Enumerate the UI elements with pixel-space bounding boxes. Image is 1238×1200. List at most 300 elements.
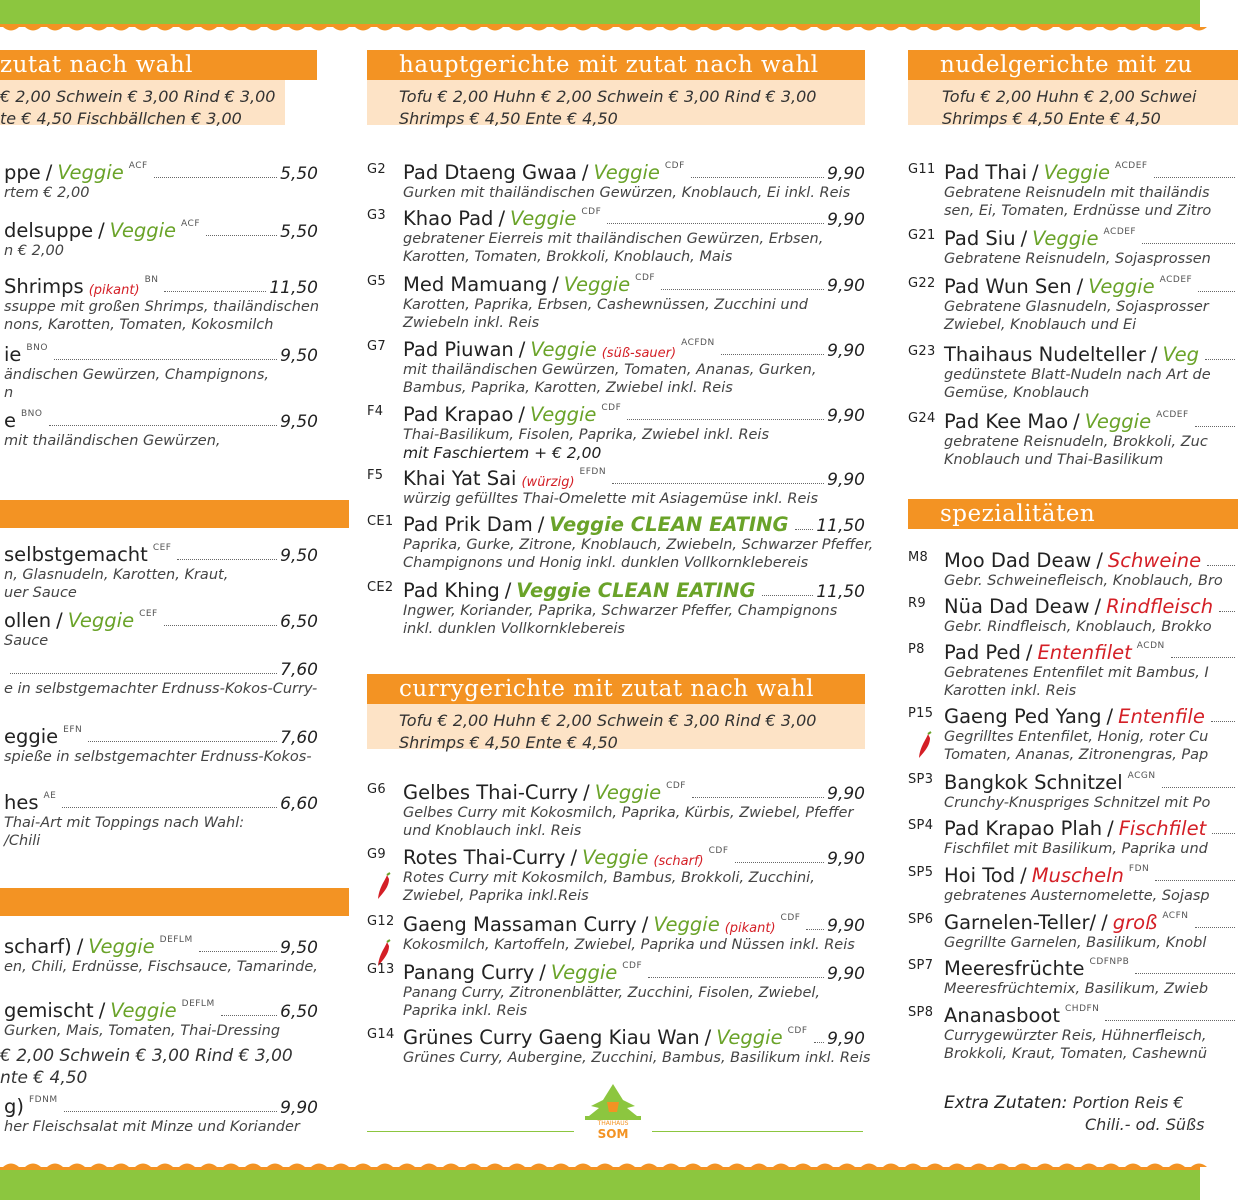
item-slash: / <box>518 403 525 426</box>
chili-icon <box>375 873 395 901</box>
item-allergens: ACF <box>181 219 200 229</box>
item-allergens: AE <box>43 791 57 801</box>
item-allergens: BNO <box>26 343 48 353</box>
item-slash: / <box>98 999 106 1022</box>
item-name: Pad Krapao Plah <box>944 817 1103 840</box>
item-allergens: FDN <box>1128 864 1150 874</box>
extra-ingredients <box>944 1093 1184 1113</box>
ornament-scallop <box>47 1164 63 1168</box>
item-code: SP8 <box>908 1005 934 1020</box>
item-allergens: CDFNPB <box>1089 957 1130 967</box>
chili-icon <box>916 732 936 760</box>
item-allergens: DEFLM <box>181 999 215 1009</box>
ornament-scallop <box>1103 27 1119 31</box>
item-name: Pad Siu <box>944 227 1016 250</box>
ornament-scallop <box>333 1164 349 1168</box>
ornament-scallop <box>311 1164 327 1168</box>
item-spice-tag: (pikant) <box>88 283 140 298</box>
ornament-scallop <box>333 27 349 31</box>
item-name: Gaeng Ped Yang <box>944 705 1102 728</box>
ornament-scallop <box>377 27 393 31</box>
item-leader-dots <box>612 483 824 484</box>
item-name: Pad Krapao <box>403 403 514 426</box>
item-veggie-option: Veggie <box>582 846 649 869</box>
item-description: spieße in selbstgemachter Erdnuss-Kokos- <box>4 749 312 765</box>
ornament-scallop <box>707 27 723 31</box>
ornament-scallop <box>399 27 415 31</box>
item-allergens: BN <box>144 275 159 285</box>
menu-column-right <box>908 50 1238 1160</box>
item-allergens: CDF <box>635 273 656 283</box>
item-slash: / <box>552 273 559 296</box>
item-code: G6 <box>367 782 386 797</box>
ornament-scallop <box>179 1164 195 1168</box>
item-allergens: ACF <box>128 161 148 171</box>
item-price: 9,50 <box>280 938 318 958</box>
item-price: 9,90 <box>827 276 865 296</box>
ornament-scallop <box>883 27 899 31</box>
item-slash: / <box>45 161 53 184</box>
item-slash: / <box>1073 410 1080 433</box>
ornament-scallop <box>179 27 195 31</box>
item-title-line <box>944 272 1238 298</box>
item-allergens: CDF <box>780 913 801 923</box>
item-description-2: Zwiebeln inkl. Reis <box>403 315 540 331</box>
item-slash: / <box>56 609 63 632</box>
footer-line-right <box>652 1131 863 1132</box>
ornament-scallop <box>113 27 129 31</box>
item-name: Shrimps <box>4 275 84 298</box>
item-title-line <box>944 702 1238 728</box>
item-description: Thai-Art mit Toppings nach Wahl: <box>4 815 245 831</box>
section-options-curry <box>367 704 865 752</box>
item-name: Ananasboot <box>944 1004 1061 1027</box>
item-leader-dots <box>1198 291 1235 292</box>
item-title-line <box>4 340 318 366</box>
item-price: 9,90 <box>827 341 865 361</box>
item-veggie-option: Veggie <box>653 913 720 936</box>
item-description: Gurken, Mais, Tomaten, Thai-Dressing <box>4 1023 281 1039</box>
item-description-2: Zwiebel, Paprika inkl.Reis <box>403 888 589 904</box>
item-title-line <box>403 400 865 426</box>
item-veggie-option: Veggie <box>530 338 597 361</box>
item-title-line <box>4 722 318 748</box>
top-green-band <box>0 0 1200 24</box>
item-title-line <box>4 606 318 632</box>
ornament-scallop <box>597 1164 613 1168</box>
ornament-scallop <box>971 1164 987 1168</box>
item-slash: / <box>1094 595 1102 618</box>
item-veggie-option: Veggie <box>510 207 577 230</box>
item-leader-dots <box>795 529 814 530</box>
ornament-scallop <box>157 27 173 31</box>
item-veggie-option: Veggie <box>550 961 618 984</box>
item-slash: / <box>1106 705 1114 728</box>
item-price: 9,50 <box>280 346 318 366</box>
item-veggie-option: Veggie <box>109 219 177 242</box>
item-allergens: CHDFN <box>1065 1004 1100 1014</box>
item-name: Moo Dad Deaw <box>944 549 1092 572</box>
extra-ingredients-text-2: Chili.- od. Süßs <box>1085 1115 1205 1134</box>
ornament-scallop <box>25 27 41 31</box>
item-allergens: DEFLM <box>159 935 193 945</box>
item-leader-dots <box>735 862 825 863</box>
item-price: 9,90 <box>280 1098 318 1118</box>
item-spice-tag: (pikant) <box>724 921 776 936</box>
item-description: Gebr. Schweinefleisch, Knoblauch, Bro <box>944 573 1223 589</box>
item-description: n € 2,00 <box>4 243 64 259</box>
ornament-scallop <box>839 1164 855 1168</box>
item-name: Thaihaus Nudelteller <box>944 343 1146 366</box>
ornament-scallop <box>663 27 679 31</box>
item-price: 6,50 <box>280 612 318 632</box>
item-title-line <box>4 654 318 680</box>
item-name: Med Mamuang <box>403 273 548 296</box>
item-leader-dots <box>54 359 277 360</box>
ornament-scallop <box>685 1164 701 1168</box>
item-title-line <box>403 843 865 869</box>
options-line-2: Shrimps € 4,50 Ente € 4,50 <box>399 733 618 752</box>
ornament-scallop <box>531 1164 547 1168</box>
section-title: zutat nach wahl <box>0 52 194 78</box>
item-title-line <box>4 996 318 1022</box>
item-description: Gegrilltes Entenfilet, Honig, roter Cu <box>944 729 1209 745</box>
logo-text-top: THAIHAUS <box>597 1120 629 1127</box>
item-leader-dots <box>1135 973 1235 974</box>
item-title-line <box>944 340 1238 366</box>
item-allergens: ACDEF <box>1156 410 1189 420</box>
item-slash: / <box>570 846 578 869</box>
item-name: ppe <box>4 161 41 184</box>
item-slash: / <box>498 207 506 230</box>
item-description: Gebratenes Entenfilet mit Bambus, I <box>944 665 1209 681</box>
item-description: Sauce <box>4 633 49 649</box>
item-title-line <box>403 158 865 184</box>
item-name: Khai Yat Sai <box>403 467 517 490</box>
item-title-line <box>944 158 1238 184</box>
ornament-scallop <box>1147 1164 1163 1168</box>
ornament-scallop <box>509 27 525 31</box>
ornament-scallop <box>619 27 635 31</box>
ornament-scallop <box>1125 27 1141 31</box>
item-description: en, Chili, Erdnüsse, Fischsauce, Tamarinde, <box>4 959 318 975</box>
item-title-line <box>403 1023 865 1049</box>
item-leader-dots <box>1211 721 1235 722</box>
item-name: ie <box>4 343 22 366</box>
ornament-scallop <box>223 27 239 31</box>
item-description: Paprika, Gurke, Zitrone, Knoblauch, Zwiebeln, Schwarzer Pfeffer, <box>403 537 874 553</box>
item-slash: / <box>98 219 105 242</box>
item-leader-dots <box>199 951 277 952</box>
item-description-2: Tomaten, Ananas, Zitronengras, Pap <box>944 747 1209 763</box>
item-leader-dots <box>88 741 277 742</box>
section-header-main <box>367 50 865 80</box>
item-description: gebratene Reisnudeln, Brokkoli, Zuc <box>944 434 1208 450</box>
item-allergens: FDNM <box>29 1095 58 1105</box>
item-allergens: ACDN <box>1136 641 1165 651</box>
item-code: F4 <box>367 404 384 419</box>
item-leader-dots <box>648 977 824 978</box>
item-leader-dots <box>164 291 266 292</box>
item-meat-option: groß <box>1112 911 1158 934</box>
section-options-main <box>367 80 865 128</box>
ornament-scallop <box>751 27 767 31</box>
item-title-line <box>944 861 1238 887</box>
item-slash: / <box>1025 641 1033 664</box>
item-leader-dots <box>607 223 824 224</box>
ornament-scallop <box>223 1164 239 1168</box>
item-description: ändischen Gewürzen, Champignons, <box>4 367 270 383</box>
item-description: Ingwer, Koriander, Paprika, Schwarzer Pfeffer, Champignons <box>403 603 838 619</box>
ornament-scallop <box>795 1164 811 1168</box>
item-price: 9,90 <box>827 849 865 869</box>
ornament-scallop <box>487 1164 503 1168</box>
item-name: Pad Khing <box>403 579 500 602</box>
item-leader-dots <box>762 595 814 596</box>
item-description-2: Zwiebel, Knoblauch und Ei <box>944 317 1137 333</box>
item-code: G22 <box>908 276 936 291</box>
item-allergens: CDF <box>708 846 729 856</box>
item-veggie-option: Veggie CLEAN EATING <box>549 513 789 536</box>
item-price: 11,50 <box>816 582 865 602</box>
item-name: Meeresfrüchte <box>944 957 1085 980</box>
item-slash: / <box>1107 817 1114 840</box>
item-leader-dots <box>1171 657 1235 658</box>
item-slash: / <box>1076 275 1084 298</box>
item-slash: / <box>537 513 545 536</box>
ornament-scallop <box>619 1164 635 1168</box>
item-title-line <box>4 272 318 298</box>
ornament-scallop <box>729 1164 745 1168</box>
section-options-noodles <box>908 80 1238 128</box>
item-spice-tag: (würzig) <box>521 475 575 490</box>
item-spice-tag: (scharf) <box>653 854 704 869</box>
item-description: e in selbstgemachter Erdnuss-Kokos-Curry- <box>4 681 318 697</box>
item-price: 9,90 <box>827 916 865 936</box>
ornament-scallop <box>795 27 811 31</box>
item-price: 9,90 <box>827 964 865 984</box>
item-leader-dots <box>692 797 824 798</box>
item-code: P15 <box>908 706 934 721</box>
item-description: Meeresfrüchtemix, Basilikum, Zwieb <box>944 981 1209 997</box>
item-allergens: ACDEF <box>1115 161 1148 171</box>
item-slash: / <box>539 961 546 984</box>
ornament-scallop <box>861 27 877 31</box>
ornament-scallop <box>377 1164 393 1168</box>
ornament-scallop <box>1125 1164 1141 1168</box>
item-leader-dots <box>1105 1020 1235 1021</box>
item-allergens: CDF <box>666 781 686 791</box>
item-name: e <box>4 409 16 432</box>
item-code: G12 <box>367 914 395 929</box>
item-title-line <box>4 158 318 184</box>
item-name: Nüa Dad Deaw <box>944 595 1090 618</box>
item-allergens: ACGN <box>1127 771 1156 781</box>
item-title-line <box>944 592 1238 618</box>
ornament-scallop <box>773 1164 789 1168</box>
item-title-line <box>4 788 318 814</box>
item-leader-dots <box>627 419 824 420</box>
bottom-green-band <box>0 1170 1200 1200</box>
item-title-line <box>4 216 318 242</box>
extra-ingredients-text: Portion Reis € <box>1072 1093 1184 1112</box>
ornament-scallop <box>1059 1164 1075 1168</box>
item-title-line <box>4 406 318 432</box>
item-leader-dots <box>1155 880 1235 881</box>
ornament-scallop <box>289 1164 305 1168</box>
item-leader-dots <box>1207 565 1235 566</box>
item-description: n, Glasnudeln, Karotten, Kraut, <box>4 567 229 583</box>
ornament-scallop <box>1015 1164 1031 1168</box>
item-allergens: BNO <box>21 409 43 419</box>
item-slash: / <box>581 161 589 184</box>
ornament-scallop <box>91 1164 107 1168</box>
ornament-scallop <box>1169 1164 1185 1168</box>
ornament-scallop <box>47 27 63 31</box>
item-code: G7 <box>367 339 386 354</box>
item-meat-option: Rindfleisch <box>1106 595 1214 618</box>
item-veggie-option: Veggie <box>594 781 662 804</box>
item-description-2: Bambus, Paprika, Karotten, Zwiebel inkl. Reis <box>403 380 733 396</box>
item-leader-dots <box>49 425 278 426</box>
thaihaus-som-logo <box>577 1082 649 1142</box>
item-name: ollen <box>4 609 52 632</box>
ornament-scallop <box>69 27 85 31</box>
ornament-scallop <box>839 27 855 31</box>
item-code: G2 <box>367 162 386 177</box>
ornament-scallop <box>421 27 437 31</box>
item-code: G24 <box>908 411 936 426</box>
ornament-scallop <box>1037 27 1053 31</box>
item-title-line <box>403 270 865 296</box>
item-description-2: nons, Karotten, Tomaten, Kokosmilch <box>4 317 274 333</box>
item-code: R9 <box>908 596 926 611</box>
ornament-scallop <box>1081 27 1097 31</box>
item-leader-dots <box>1142 243 1235 244</box>
item-leader-dots <box>1219 611 1235 612</box>
item-description: Grünes Curry, Aubergine, Zucchini, Bambus, Basilikum inkl. Reis <box>403 1050 871 1066</box>
item-description-2: /Chili <box>4 833 41 849</box>
ornament-scallop <box>1081 1164 1097 1168</box>
ornament-scallop <box>69 1164 85 1168</box>
item-meat-option: Fischfilet <box>1118 817 1207 840</box>
item-price: 6,60 <box>280 794 318 814</box>
ornament-scallop <box>1147 27 1163 31</box>
options-line-2: Shrimps € 4,50 Ente € 4,50 <box>942 109 1161 128</box>
ornament-scallop <box>707 1164 723 1168</box>
item-leader-dots <box>1195 426 1235 427</box>
ornament-scallop <box>641 27 657 31</box>
item-description: Fischfilet mit Basilikum, Paprika und <box>944 841 1208 857</box>
item-name: g) <box>4 1095 24 1118</box>
ornament-scallop <box>487 27 503 31</box>
menu-column-middle <box>367 50 874 1160</box>
item-veggie-option: Veggie <box>1032 227 1099 250</box>
item-veggie-option: Veggie <box>1088 275 1155 298</box>
item-leader-dots <box>814 1042 825 1043</box>
item-leader-dots <box>721 354 824 355</box>
item-leader-dots <box>62 807 277 808</box>
ornament-scallop <box>971 27 987 31</box>
ornament-scallop <box>201 1164 217 1168</box>
item-leader-dots <box>206 235 277 236</box>
item-name: Hoi Tod <box>944 864 1016 887</box>
ornament-scallop <box>135 1164 151 1168</box>
ornament-scallop <box>817 1164 833 1168</box>
section-header-3 <box>0 888 349 916</box>
logo-text-bottom: SOM <box>597 1127 629 1141</box>
section-title-specials: spezialitäten <box>940 501 1096 527</box>
ornament-scallop <box>267 27 283 31</box>
ornament-scallop <box>663 1164 679 1168</box>
ornament-scallop <box>245 1164 261 1168</box>
item-price: 7,60 <box>280 660 318 680</box>
item-price: 9,90 <box>827 784 865 804</box>
item-description-2: sen, Ei, Tomaten, Erdnüsse und Zitro <box>944 203 1212 219</box>
item-code: SP7 <box>908 958 934 973</box>
item-code: SP5 <box>908 865 934 880</box>
item-description: Thai-Basilikum, Fisolen, Paprika, Zwiebel inkl. Reis <box>403 427 770 443</box>
item-code: G11 <box>908 162 936 177</box>
item-veggie-option: Veggie <box>1084 410 1152 433</box>
item-slash: / <box>1032 161 1039 184</box>
item-description: Crunchy-Knuspriges Schnitzel mit Po <box>944 795 1211 811</box>
ornament-scallop <box>1169 27 1185 31</box>
options-line-1: € 2,00 Schwein € 3,00 Rind € 3,00 <box>0 87 276 106</box>
item-title-line <box>403 204 865 230</box>
item-price: 9,90 <box>827 470 865 490</box>
ornament-scallop <box>1191 27 1207 31</box>
ornament-scallop <box>443 1164 459 1168</box>
item-title-line <box>403 335 865 361</box>
item-description: her Fleischsalat mit Minze und Koriander <box>4 1119 300 1135</box>
item-description-2: Karotten, Tomaten, Brokkoli, Knoblauch, Mais <box>403 249 733 265</box>
item-meat-option: Entenfilet <box>1037 641 1132 664</box>
ornament-scallop <box>465 27 481 31</box>
item-name: Pad Prik Dam <box>403 513 533 536</box>
item-leader-dots <box>1212 833 1235 834</box>
ornament-scallop <box>1059 27 1075 31</box>
item-description: Currygewürzter Reis, Hühnerfleisch, <box>944 1028 1207 1044</box>
item-price: 11,50 <box>816 516 865 536</box>
item-title-line <box>944 1001 1238 1027</box>
ornament-scallop <box>267 1164 283 1168</box>
item-veggie-option: Veggie <box>67 609 135 632</box>
item-allergens: ACDEF <box>1159 275 1193 285</box>
item-leader-dots <box>64 1111 278 1112</box>
ornament-scallop <box>575 1164 591 1168</box>
section-header-curry <box>367 674 865 704</box>
item-price: 9,90 <box>827 1029 865 1049</box>
ornament-scallop <box>531 27 547 31</box>
extra-ingredients-label: Extra Zutaten: <box>944 1093 1068 1113</box>
item-code: SP3 <box>908 772 934 787</box>
ornament-scallop <box>443 27 459 31</box>
item-leader-dots <box>806 929 824 930</box>
section-title-curry: currygerichte mit zutat nach wahl <box>399 676 814 702</box>
item-allergens: CDF <box>601 403 622 413</box>
item-name: Pad Piuwan <box>403 338 514 361</box>
item-allergens: EFN <box>63 725 83 735</box>
item-veggie-option: Veg <box>1162 343 1200 366</box>
ornament-scallop <box>905 27 921 31</box>
item-description-2: Gemüse, Knoblauch <box>944 385 1090 401</box>
item-slash: / <box>76 935 84 958</box>
item-code: SP6 <box>908 912 934 927</box>
item-description: Gurken mit thailändischen Gewürzen, Knoblauch, Ei inkl. Reis <box>403 185 851 201</box>
item-name: Pad Ped <box>944 641 1021 664</box>
ornament-scallop <box>575 27 591 31</box>
